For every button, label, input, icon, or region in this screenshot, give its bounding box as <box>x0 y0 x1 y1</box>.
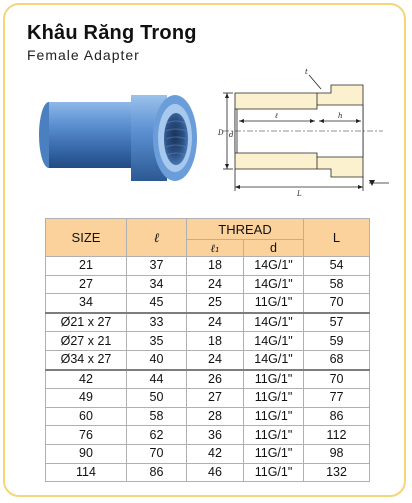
cell-L: 86 <box>304 407 370 426</box>
spec-table-body <box>46 257 370 482</box>
cell-l1: 24 <box>187 275 244 294</box>
cell-L: 70 <box>304 370 370 389</box>
cell-l: 50 <box>127 389 187 408</box>
table-row <box>46 370 370 389</box>
cell-l1: 36 <box>187 426 244 445</box>
cell-l: 34 <box>127 275 187 294</box>
table-row <box>46 407 370 426</box>
cell-l1: 28 <box>187 407 244 426</box>
cell-l1: 26 <box>187 370 244 389</box>
cell-l1: 24 <box>187 313 244 332</box>
table-row <box>46 294 370 313</box>
header-d: d <box>244 240 304 257</box>
header-thread: THREAD <box>187 219 304 240</box>
cell-L: 112 <box>304 426 370 445</box>
cell-size: Ø34 x 27 <box>46 350 127 369</box>
cell-L: 132 <box>304 463 370 482</box>
table-row <box>46 313 370 332</box>
header-l1: ℓ₁ <box>187 240 244 257</box>
cell-size: 76 <box>46 426 127 445</box>
cell-l: 40 <box>127 350 187 369</box>
table-row <box>46 389 370 408</box>
cell-l: 58 <box>127 407 187 426</box>
cell-d: 14G/1" <box>244 350 304 369</box>
cell-l: 86 <box>127 463 187 482</box>
table-row <box>46 332 370 351</box>
cell-l1: 25 <box>187 294 244 313</box>
cell-L: 57 <box>304 313 370 332</box>
table-row <box>46 350 370 369</box>
table-row <box>46 275 370 294</box>
cell-L: 58 <box>304 275 370 294</box>
cell-size: 27 <box>46 275 127 294</box>
cell-l: 45 <box>127 294 187 313</box>
cell-L: 77 <box>304 389 370 408</box>
cell-d: 11G/1" <box>244 370 304 389</box>
product-title: Khâu Răng Trong <box>27 22 197 44</box>
cell-d: 14G/1" <box>244 275 304 294</box>
table-row <box>46 426 370 445</box>
cell-d: 11G/1" <box>244 426 304 445</box>
dim-label-l: ℓ <box>275 112 278 120</box>
female-adapter-photo <box>35 85 205 195</box>
cell-l: 70 <box>127 444 187 463</box>
cell-l1: 27 <box>187 389 244 408</box>
header-size: SIZE <box>46 219 127 257</box>
cell-l: 62 <box>127 426 187 445</box>
header-L: L <box>304 219 370 257</box>
product-subtitle: Female Adapter <box>27 47 140 63</box>
cell-l: 33 <box>127 313 187 332</box>
table-row <box>46 257 370 276</box>
cell-l1: 18 <box>187 257 244 276</box>
cell-d: 14G/1" <box>244 332 304 351</box>
cell-d: 14G/1" <box>244 313 304 332</box>
dim-label-d: d <box>229 131 234 139</box>
cell-L: 98 <box>304 444 370 463</box>
cell-d: 11G/1" <box>244 407 304 426</box>
product-card <box>3 3 406 497</box>
dim-label-t: t <box>305 68 308 76</box>
cell-l1: 18 <box>187 332 244 351</box>
cell-d: 14G/1" <box>244 257 304 276</box>
cell-size: 90 <box>46 444 127 463</box>
cell-L: 59 <box>304 332 370 351</box>
cell-L: 54 <box>304 257 370 276</box>
dim-label-D: D <box>218 129 224 137</box>
cell-l1: 46 <box>187 463 244 482</box>
cell-size: 49 <box>46 389 127 408</box>
cell-size: 114 <box>46 463 127 482</box>
dim-label-h: h <box>338 112 343 120</box>
table-row <box>46 463 370 482</box>
spec-table <box>45 218 370 482</box>
cell-size: Ø27 x 21 <box>46 332 127 351</box>
cell-size: 42 <box>46 370 127 389</box>
cell-size: Ø21 x 27 <box>46 313 127 332</box>
technical-drawing <box>213 65 399 200</box>
cell-l1: 42 <box>187 444 244 463</box>
cell-size: 60 <box>46 407 127 426</box>
dim-label-L: L <box>297 190 302 198</box>
cell-size: 21 <box>46 257 127 276</box>
cell-d: 11G/1" <box>244 294 304 313</box>
cell-L: 70 <box>304 294 370 313</box>
cell-l1: 24 <box>187 350 244 369</box>
cell-L: 68 <box>304 350 370 369</box>
cell-l: 44 <box>127 370 187 389</box>
cell-d: 11G/1" <box>244 444 304 463</box>
cell-size: 34 <box>46 294 127 313</box>
cell-l: 35 <box>127 332 187 351</box>
header-l: ℓ <box>127 219 187 257</box>
cell-d: 11G/1" <box>244 389 304 408</box>
cell-l: 37 <box>127 257 187 276</box>
cell-d: 11G/1" <box>244 463 304 482</box>
table-row <box>46 444 370 463</box>
